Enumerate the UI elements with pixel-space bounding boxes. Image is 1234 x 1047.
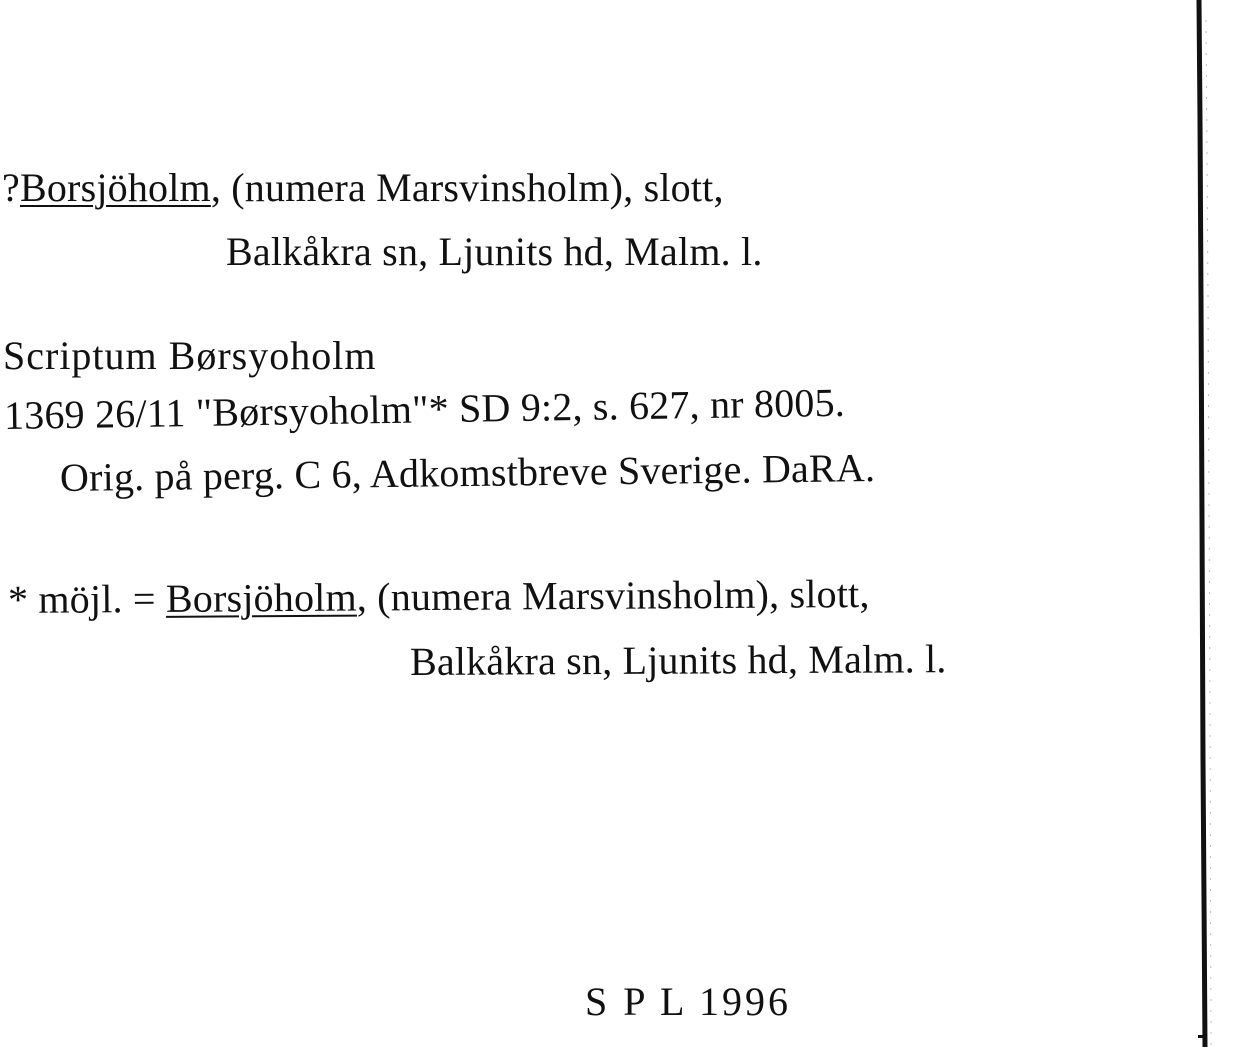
scan-edge-line [1196, 0, 1230, 1047]
note-line [7, 570, 870, 622]
note-name: Borsjöholm [165, 574, 357, 621]
note-rest: , (numera Marsvinsholm), slott, [356, 570, 870, 620]
scriptum-line: Scriptum Børsyoholm [3, 333, 377, 378]
signature: S P L 1996 [585, 979, 791, 1024]
headword-name: Borsjöholm [19, 165, 211, 210]
headword-prefix: ? [2, 165, 20, 210]
headword-line [2, 165, 724, 210]
note-location: Balkåkra sn, Ljunits hd, Malm. l. [409, 636, 947, 684]
source-line: 1369 26/11 "Børsyoholm"* SD 9:2, s. 627, nr 8005. [3, 379, 846, 438]
note-prefix: * möjl. = [7, 575, 167, 622]
original-line: Orig. på perg. C 6, Adkomstbreve Sverige. DaRA. [59, 445, 876, 500]
headword-location: Balkåkra sn, Ljunits hd, Malm. l. [226, 229, 763, 274]
headword-rest: , (numera Marsvinsholm), slott, [210, 165, 724, 210]
